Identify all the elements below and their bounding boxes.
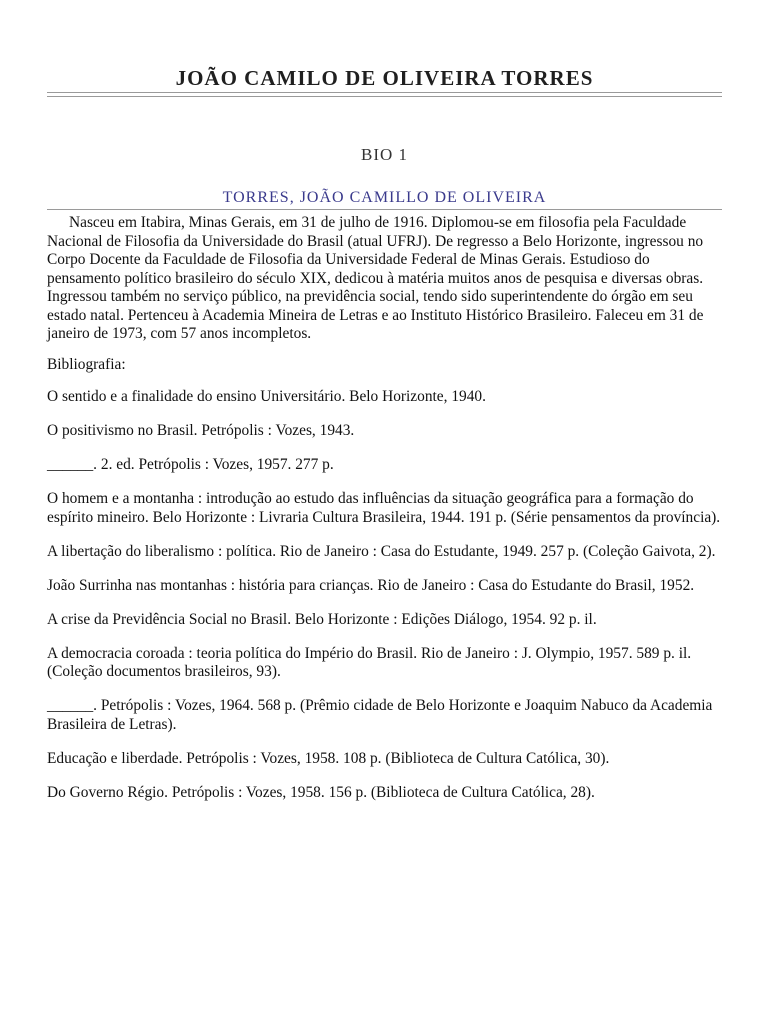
bibliography-entry: Educação e liberdade. Petrópolis : Vozes, 1958. 108 p. (Biblioteca de Cultura Católica, 30).: [47, 749, 610, 767]
bibliography-entry: A libertação do liberalismo : política. Rio de Janeiro : Casa do Estudante, 1949. 257 p. (Coleção Gaivota, 2).: [47, 542, 716, 560]
bio-name-rule: [47, 209, 722, 210]
bibliography-heading: Bibliografia:: [47, 355, 126, 373]
bio-heading: BIO 1: [360, 145, 409, 164]
title-double-rule: [47, 92, 722, 97]
bio-name: TORRES, JOÃO CAMILLO DE OLIVEIRA: [222, 189, 547, 206]
bibliography-entry: A crise da Previdência Social no Brasil. Belo Horizonte : Edições Diálogo, 1954. 92 p. il.: [47, 610, 597, 628]
bibliography-entry: O positivismo no Brasil. Petrópolis : Vozes, 1943.: [47, 422, 355, 439]
bio-paragraph: Nasceu em Itabira, Minas Gerais, em 31 de julho de 1916. Diplomou-se em filosofia pela Faculdade Nacional de Filosofia da Universidade do Brasil (atual UFRJ). De regresso a Belo Horizonte, ingressou no Corpo Docente da Faculdade de Filosofia da Universidade Federal de Minas Gerais. Estudioso do pensamento político brasileiro do século XIX, dedicou à matéria muitos anos de pesquisa e diversas obras. Ingressou também no serviço público, na previdência social, tendo sido superintendente do órgão em seu estado natal. Pertenceu à Academia Mineira de Letras e ao Instituto Histórico Brasileiro. Faleceu em 31 de janeiro de 1973, com 57 anos incompletos.: [47, 214, 704, 342]
bibliography-entry: O homem e a montanha : introdução ao estudo das influências da situação geográfica para a formação do espírito mineiro. Belo Horizonte : Livraria Cultura Brasileira, 1944. 191 p. (Série pensamentos da província).: [47, 490, 721, 526]
document-body: [47, 214, 722, 818]
bibliography-entry: Do Governo Régio. Petrópolis : Vozes, 1958. 156 p. (Biblioteca de Cultura Católica, 28).: [47, 783, 595, 801]
bibliography-entry: ______. 2. ed. Petrópolis : Vozes, 1957. 277 p.: [47, 456, 334, 473]
bibliography-entry: A democracia coroada : teoria política do Império do Brasil. Rio de Janeiro : J. Olympio, 1957. 589 p. il. (Coleção documentos brasileiros, 93).: [47, 644, 692, 680]
bibliography-entry: O sentido e a finalidade do ensino Universitário. Belo Horizonte, 1940.: [47, 388, 486, 405]
bibliography-entry: João Surrinha nas montanhas : história para crianças. Rio de Janeiro : Casa do Estudante do Brasil, 1952.: [47, 576, 695, 594]
bibliography-entry: ______. Petrópolis : Vozes, 1964. 568 p. (Prêmio cidade de Belo Horizonte e Joaquim Nabuco da Academia Brasileira de Letras).: [47, 697, 713, 733]
page-title: JOÃO CAMILO DE OLIVEIRA TORRES: [175, 66, 594, 90]
